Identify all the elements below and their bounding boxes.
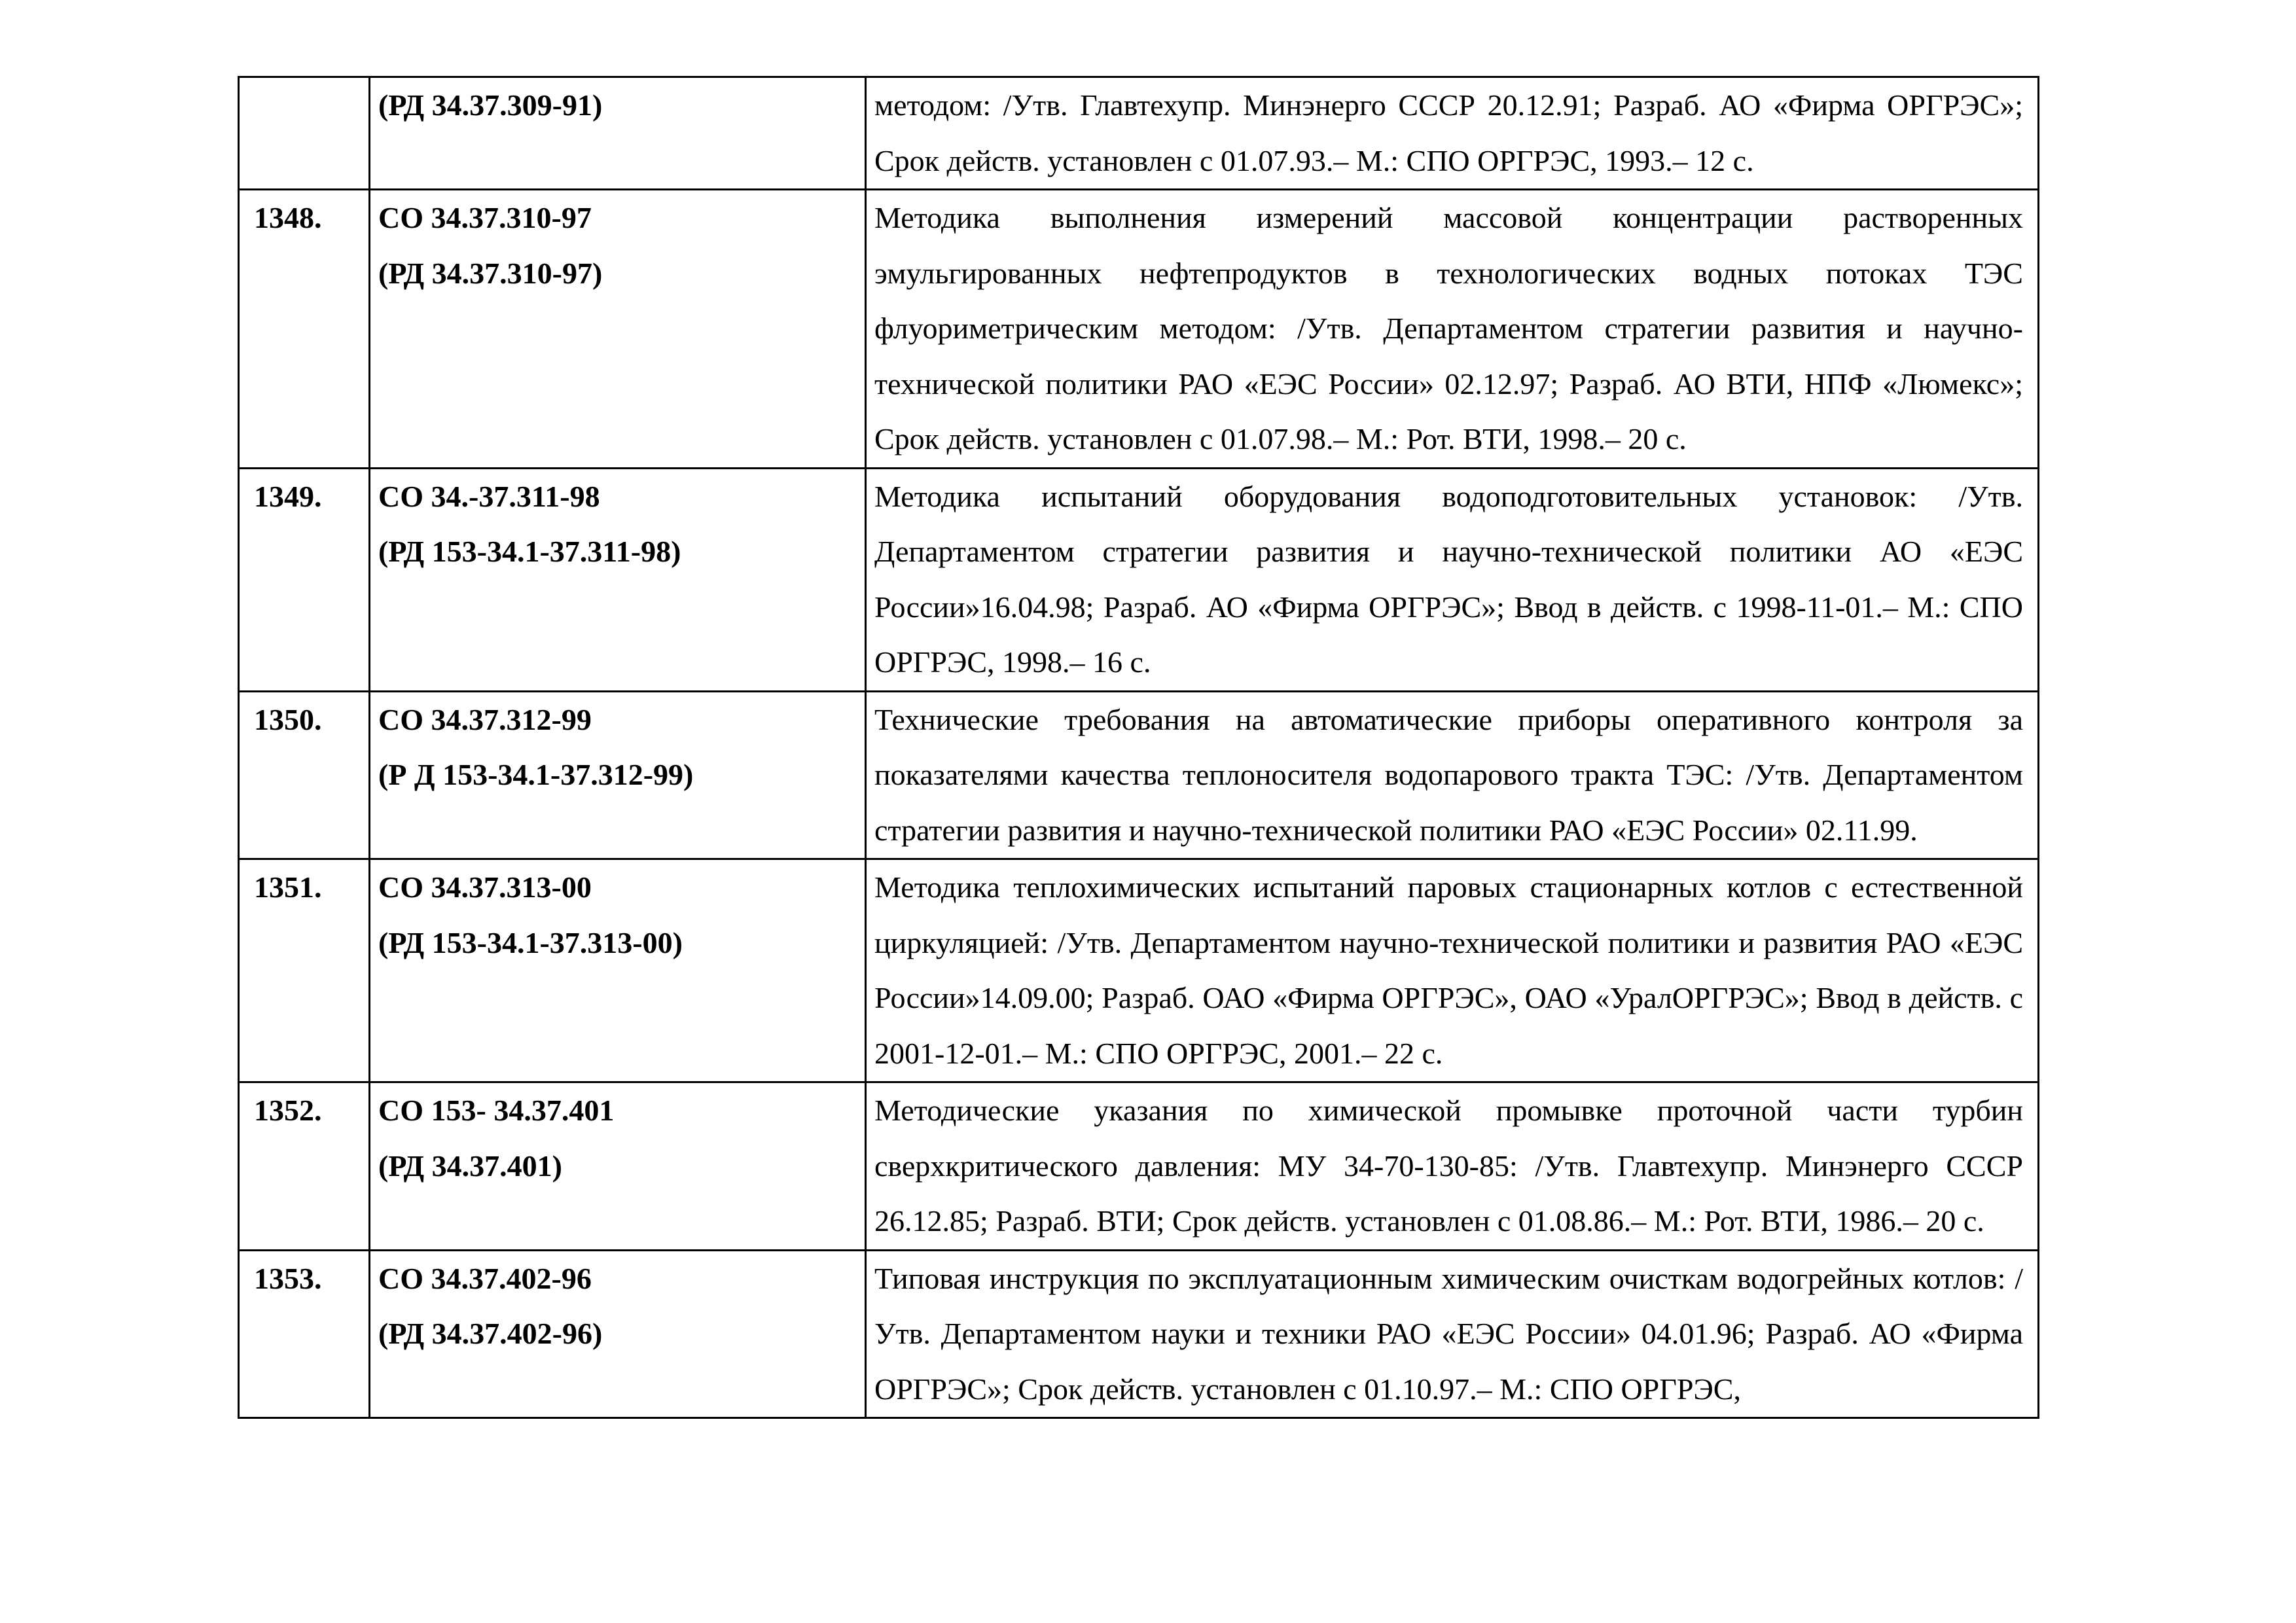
document-table-body: [239, 77, 2039, 1418]
entry-code: (РД 34.37.402-96): [378, 1317, 603, 1350]
table-row: [239, 468, 2039, 691]
table-row: [239, 1250, 2039, 1418]
table-row: [239, 77, 2039, 190]
entry-number: 1349.: [239, 468, 370, 691]
entry-code: СО 34.37.312-99: [378, 702, 592, 736]
entry-code: СО 34.37.402-96: [378, 1261, 592, 1295]
entry-number: 1350.: [239, 691, 370, 859]
entry-codes: [370, 77, 866, 190]
entry-code: (РД 34.37.310-97): [378, 256, 603, 290]
entry-number: 1353.: [239, 1250, 370, 1418]
entry-number: [239, 77, 370, 190]
entry-description: Методика выполнения измерений массовой концентрации растворенных эмульгированных нефтепродуктов в технологических водных потоках ТЭС флуориметрическим методом: /Утв. Департаментом стратегии развития и научно-технической политики РАО «ЕЭС России» 02.12.97; Разраб. АО ВТИ, НПФ «Люмекс»; Срок действ. установлен с 01.07.98.– М.: Рот. ВТИ, 1998.– 20 с.: [866, 190, 2039, 469]
entry-codes: [370, 468, 866, 691]
entry-number: 1352.: [239, 1082, 370, 1251]
entry-description: методом: /Утв. Главтехупр. Минэнерго СССР 20.12.91; Разраб. АО «Фирма ОРГРЭС»; Срок действ. установлен с 01.07.93.– М.: СПО ОРГРЭС, 1993.– 12 с.: [866, 77, 2039, 190]
entry-code: (Р Д 153-34.1-37.312-99): [378, 758, 694, 791]
table-row: [239, 1082, 2039, 1251]
entry-codes: [370, 1250, 866, 1418]
entry-codes: [370, 691, 866, 859]
entry-description: Технические требования на автоматические приборы оперативного контроля за показателями качества теплоносителя водопарового тракта ТЭС: /Утв. Департаментом стратегии развития и научно-технической политики РАО «ЕЭС России» 02.11.99.: [866, 691, 2039, 859]
document-table: [238, 76, 2039, 1419]
entry-number: 1348.: [239, 190, 370, 469]
entry-code: СО 34.-37.311-98: [378, 479, 600, 513]
table-row: [239, 190, 2039, 469]
entry-codes: [370, 1082, 866, 1251]
entry-code: (РД 34.37.401): [378, 1149, 562, 1183]
entry-code: (РД 34.37.309-91): [378, 88, 603, 122]
entry-code: СО 153- 34.37.401: [378, 1094, 615, 1127]
entry-code: (РД 153-34.1-37.313-00): [378, 925, 683, 959]
entry-codes: [370, 859, 866, 1082]
entry-description: Методика теплохимических испытаний паровых стационарных котлов с естественной циркуляцией: /Утв. Департаментом научно-технической политики и развития РАО «ЕЭС России»14.09.00; Разраб. ОАО «Фирма ОРГРЭС», ОАО «УралОРГРЭС»; Ввод в действ. с 2001-12-01.– М.: СПО ОРГРЭС, 2001.– 22 с.: [866, 859, 2039, 1082]
entry-code: (РД 153-34.1-37.311-98): [378, 535, 681, 568]
entry-codes: [370, 190, 866, 469]
entry-description: Методика испытаний оборудования водоподготовительных установок: /Утв. Департаментом стратегии развития и научно-технической политики АО «ЕЭС России»16.04.98; Разраб. АО «Фирма ОРГРЭС»; Ввод в действ. с 1998-11-01.– М.: СПО ОРГРЭС, 1998.– 16 с.: [866, 468, 2039, 691]
entry-number: 1351.: [239, 859, 370, 1082]
entry-description: Типовая инструкция по эксплуатационным химическим очисткам водогрейных котлов: /Утв. Департаментом науки и техники РАО «ЕЭС России» 04.01.96; Разраб. АО «Фирма ОРГРЭС»; Срок действ. установлен с 01.10.97.– М.: СПО ОРГРЭС,: [866, 1250, 2039, 1418]
table-row: [239, 859, 2039, 1082]
entry-code: СО 34.37.313-00: [378, 870, 592, 904]
entry-description: Методические указания по химической промывке проточной части турбин сверхкритического давления: МУ 34-70-130-85: /Утв. Главтехупр. Минэнерго СССР 26.12.85; Разраб. ВТИ; Срок действ. установлен с 01.08.86.– М.: Рот. ВТИ, 1986.– 20 с.: [866, 1082, 2039, 1251]
table-row: [239, 691, 2039, 859]
entry-code: СО 34.37.310-97: [378, 201, 592, 234]
